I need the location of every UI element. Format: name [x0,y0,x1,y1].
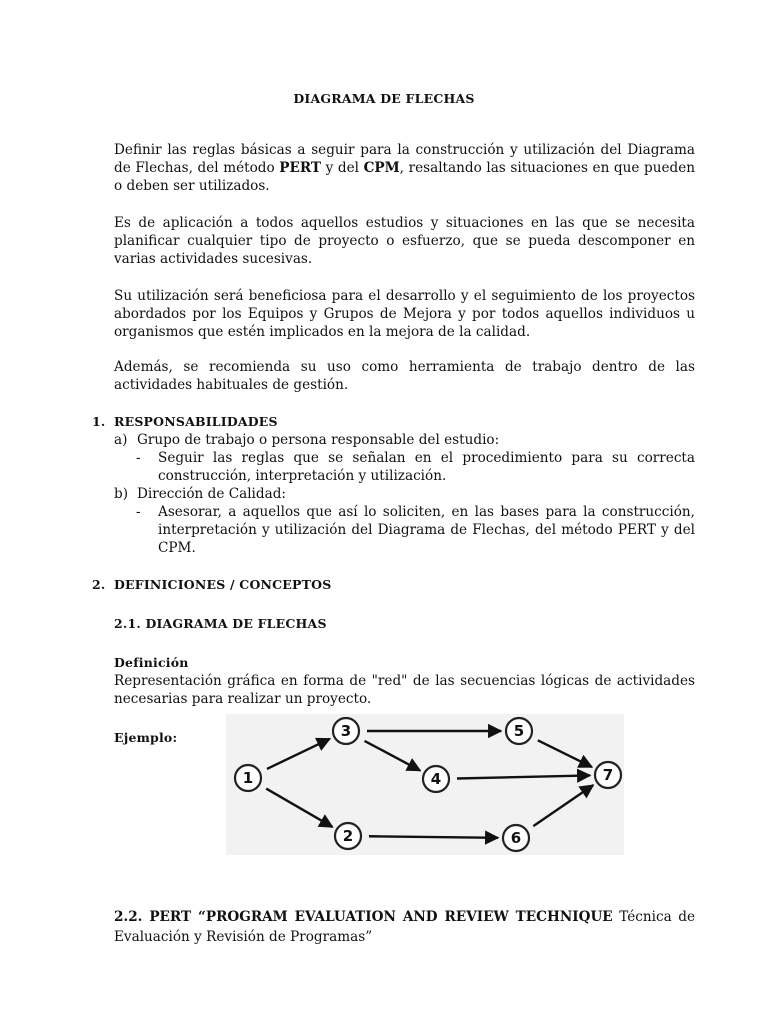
node-label: 1 [242,769,254,787]
section-1-title: RESPONSABILIDADES [114,414,278,429]
node-label: 7 [602,766,614,784]
definition-label: Definición [114,655,189,670]
node-label: 4 [430,770,442,788]
item-a-bullet: Seguir las reglas que se señalan en el procedimiento para su correcta construcción, interpretación y utilización. [158,450,695,484]
arrow-5-to-7 [538,740,592,767]
item-b-dash: - [136,504,141,520]
subsection-2-2-title: 2.2. PERT “PROGRAM EVALUATION AND REVIEW TECHNIQUE [114,909,613,925]
pert-term: PERT [279,160,322,176]
item-a-letter: a) [114,432,128,448]
definition-text: Representación gráfica en forma de "red" de las secuencias lógicas de actividades necesarias para realizar un proyecto. [114,673,695,707]
subsection-2-1-title: 2.1. DIAGRAMA DE FLECHAS [114,616,327,631]
item-a-dash: - [136,450,141,466]
item-a-text: Grupo de trabajo o persona responsable del estudio: [137,432,500,448]
arrow-diagram [226,714,624,855]
node-4 [423,766,449,792]
node-7 [595,762,621,788]
arrow-4-to-7 [457,775,590,778]
node-2 [335,823,361,849]
node-3 [333,718,359,744]
arrow-1-to-2 [266,789,332,827]
subsection-2-2-translation: Técnica de Evaluación y Revisión de Programas” [114,909,695,945]
arrow-1-to-3 [267,739,330,769]
node-1 [235,765,261,791]
intro-paragraph-4: Además, se recomienda su uso como herramienta de trabajo dentro de las actividades habituales de gestión. [114,359,695,393]
arrow-6-to-7 [533,785,593,826]
arrow-diagram-svg [226,714,624,855]
subsection-2-2 [114,907,695,947]
node-5 [506,718,532,744]
arrow-2-to-6 [369,836,498,838]
document-title: DIAGRAMA DE FLECHAS [293,91,475,106]
intro-text: Definir las reglas básicas a seguir para la construcción y utilización del Diagrama de Flechas, del método [114,142,695,176]
arrow-3-to-4 [365,741,421,771]
intro-paragraph-2: Es de aplicación a todos aquellos estudios y situaciones en las que se necesita planificar cualquier tipo de proyecto o esfuerzo, que se pueda descomponer en varias actividades sucesivas. [114,215,695,267]
section-2-title: DEFINICIONES / CONCEPTOS [114,577,332,592]
section-2-number: 2. [92,577,106,592]
intro-paragraph-3: Su utilización será beneficiosa para el desarrollo y el seguimiento de los proyectos abordados por los Equipos y Grupos de Mejora y por todos aquellos individuos u organismos que estén implicados en la mejora de la calidad. [114,288,695,340]
node-6 [503,825,529,851]
node-label: 3 [340,722,352,740]
node-label: 5 [513,722,525,740]
example-label: Ejemplo: [114,730,178,745]
node-label: 2 [342,827,354,845]
item-b-bullet: Asesorar, a aquellos que así lo soliciten, en las bases para la construcción, interpretación y utilización del Diagrama de Flechas, del método PERT y del CPM. [158,504,695,556]
item-b-letter: b) [114,486,129,502]
item-b-text: Dirección de Calidad: [137,486,286,502]
cpm-term: CPM [363,160,400,176]
intro-text: y del [321,160,364,176]
section-1-number: 1. [92,414,106,429]
node-label: 6 [510,829,522,847]
intro-paragraph-1 [114,141,695,195]
intro-text: , resaltando las situaciones en que pueden o deben ser utilizados. [114,160,695,194]
